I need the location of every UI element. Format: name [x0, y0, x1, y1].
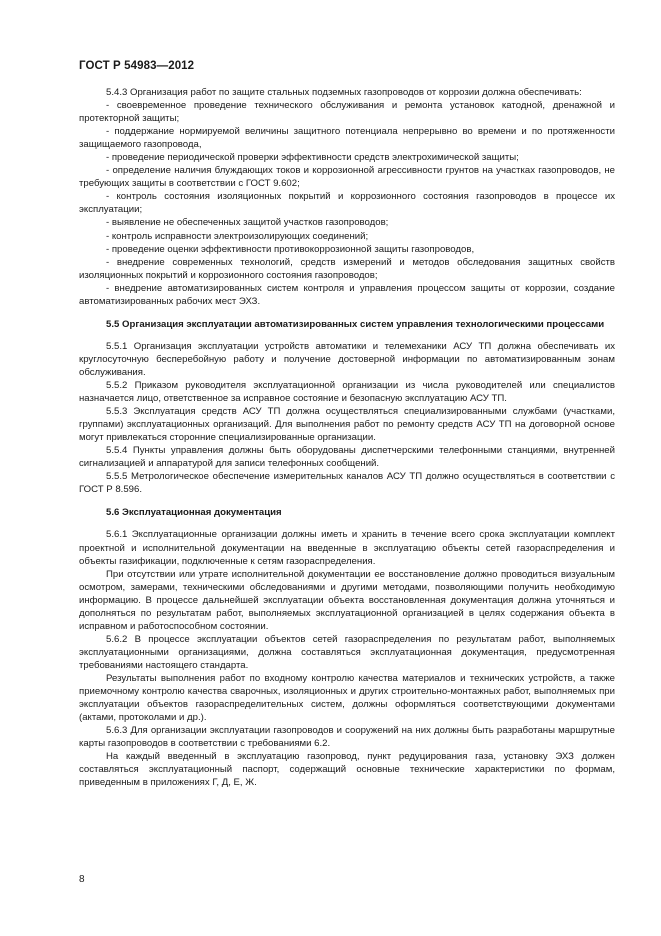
- list-item: - контроль состояния изоляционных покрытий и коррозионного состояния газопроводов в процессе их эксплуатации;: [79, 191, 615, 216]
- list-item: - контроль исправности электроизолирующих соединений;: [106, 230, 369, 242]
- paragraph: 5.6.1 Эксплуатационные организации должны иметь и хранить в течение всего срока эксплуатации комплект проектной и исполнительной документации на введенные в эксплуатацию объекты сетей газораспределения и объекты газификации, подключенные к сетям газораспределения.: [79, 529, 615, 567]
- document-body: [79, 86, 615, 789]
- paragraph: 5.4.3 Организация работ по защите стальных подземных газопроводов от коррозии должна обеспечивать:: [106, 87, 582, 98]
- list-item: - внедрение современных технологий, средств измерений и методов обследования защитных свойств изоляционных покрытий и коррозионного состояния газопроводов;: [79, 256, 615, 281]
- paragraph: Результаты выполнения работ по входному контролю качества материалов и технических устройств, а также приемочному контролю качества сварочных, изоляционных и других строительно-монтажных работ, выполняемых при эксплуатации объектов газораспределительных систем, должны оформляться соответствующими документами (актами, протоколами и др.).: [79, 672, 615, 724]
- paragraph: При отсутствии или утрате исполнительной документации ее восстановление должно проводиться визуальным осмотром, замерами, техническими обследованиями и другими методами, позволяющими получить необходимую информацию. В процессе дальнейшей эксплуатации объекта восстановленная документация должна уточняться и дополняться по результатам работ, выполняемых эксплуатационной организацией в целях содержания объекта в исправном и работоспособном состоянии.: [79, 568, 615, 632]
- list-item: - проведение оценки эффективности противокоррозионной защиты газопроводов,: [106, 243, 475, 255]
- list-item: - внедрение автоматизированных систем контроля и управления процессом защиты от коррозии, создание автоматизированных рабочих мест ЭХЗ.: [79, 282, 615, 307]
- section-heading: 5.6 Эксплуатационная документация: [106, 507, 282, 519]
- list-item: - своевременное проведение технического обслуживания и ремонта установок катодной, дренажной и протекторной защиты;: [79, 100, 615, 125]
- list-item: - проведение периодической проверки эффективности средств электрохимической защиты;: [106, 152, 519, 164]
- paragraph: 5.6.3 Для организации эксплуатации газопроводов и сооружений на них должны быть разработаны маршрутные карты газопроводов в соответствии с требованиями 6.2.: [79, 725, 615, 750]
- document-header: ГОСТ Р 54983—2012: [79, 60, 195, 72]
- paragraph: 5.5.2 Приказом руководителя эксплуатационной организации из числа руководителей или специалистов назначается лицо, ответственное за исправное состояние и безопасную эксплуатацию АСУ ТП.: [79, 379, 615, 405]
- paragraph: 5.5.4 Пункты управления должны быть оборудованы диспетчерскими телефонными станциями, внутренней сигнализацией и аппаратурой для записи телефонных сообщений.: [79, 445, 615, 470]
- list-item: - определение наличия блуждающих токов и коррозионной агрессивности грунтов на участках газопроводов, не требующих защиты в соответствии с ГОСТ 9.602;: [79, 165, 615, 190]
- section-heading: 5.5 Организация эксплуатации автоматизированных систем управления технологическими процессами: [106, 318, 605, 330]
- list-item: - выявление не обеспеченных защитой участков газопроводов;: [106, 217, 389, 229]
- page-number: 8: [79, 874, 85, 885]
- paragraph: 5.6.2 В процессе эксплуатации объектов сетей газораспределения по результатам работ, выполняемых эксплуатационными организациями, должна составляться эксплуатационная документация, предусмотренная требованиями настоящего стандарта.: [79, 633, 615, 671]
- paragraph: 5.5.1 Организация эксплуатации устройств автоматики и телемеханики АСУ ТП должна обеспечивать их круглосуточную бесперебойную работу и получение достоверной информации по автоматизированным зонам обслуживания.: [79, 340, 615, 378]
- paragraph: На каждый введенный в эксплуатацию газопровод, пункт редуцирования газа, установку ЭХЗ должен составляться эксплуатационный паспорт, содержащий основные технические характеристики по формам, приведенным в приложениях Г, Д, Е, Ж.: [79, 751, 615, 789]
- paragraph: 5.5.5 Метрологическое обеспечение измерительных каналов АСУ ТП должно осуществляться в соответствии с ГОСТ Р 8.596.: [79, 471, 615, 496]
- list-item: - поддержание нормируемой величины защитного потенциала непрерывно во времени и по протяженности защищаемого газопровода,: [79, 126, 615, 151]
- paragraph: 5.5.3 Эксплуатация средств АСУ ТП должна осуществляться специализированными службами (участками, группами) эксплуатационных организаций. Для выполнения работ по ремонту средств АСУ ТП на договорной основе могут привлекаться сторонние специализированные организации.: [79, 406, 615, 444]
